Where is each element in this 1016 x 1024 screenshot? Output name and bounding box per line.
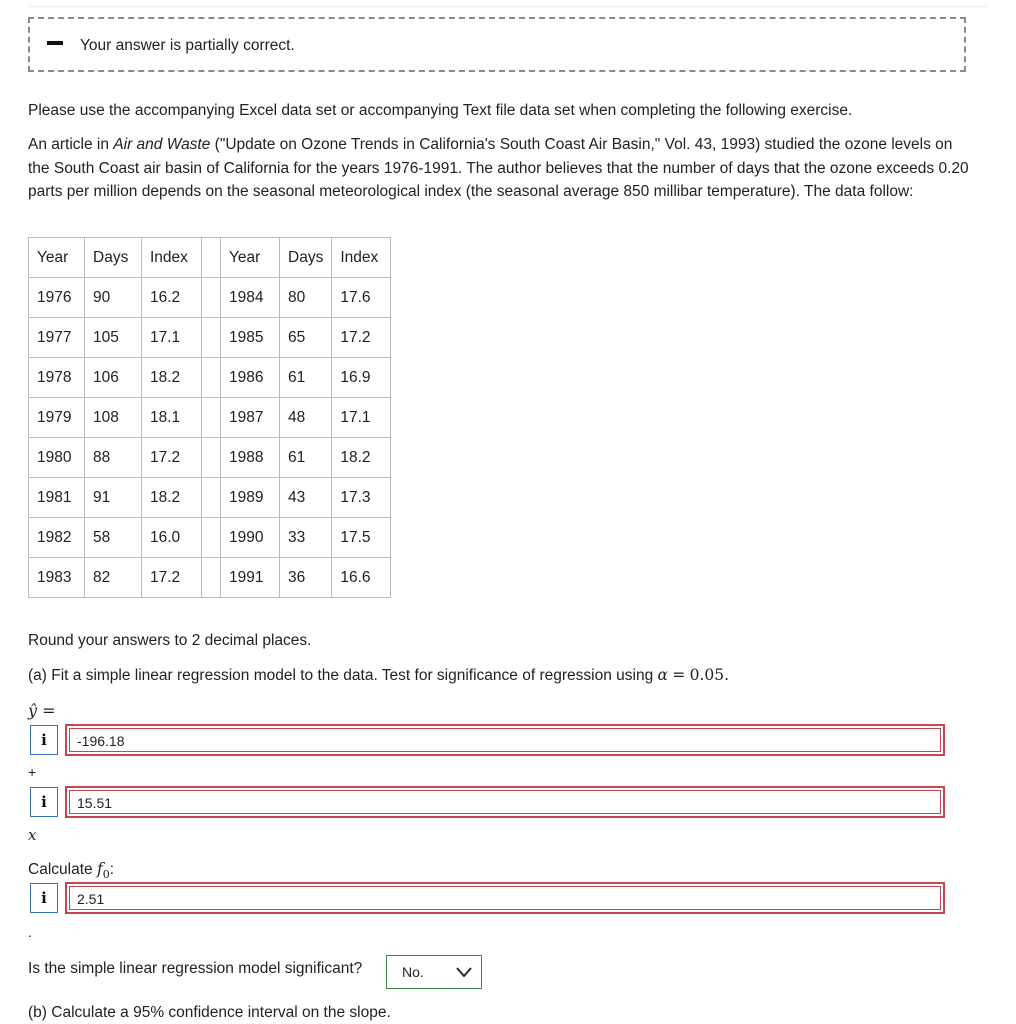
table-cell: 16.9 <box>332 358 391 398</box>
table-cell: 1985 <box>221 318 280 358</box>
table-gap-cell <box>202 398 221 438</box>
f0-symbol: f <box>96 860 103 878</box>
table-cell: 16.6 <box>332 558 391 598</box>
article-body: ("Update on Ozone Trends in California's South Coast Air Basin," Vol. 43, 1993) studied the ozone levels on the South Coast air basin of California for the years 1976-1991. The author believes that the number of days that the ozone exceeds 0.20 parts per million depends on the seasonal meteorological index (the seasonal average 850 millibar temperature). The data follow: <box>28 136 969 200</box>
table-row <box>29 558 391 598</box>
table-cell: 17.3 <box>332 478 391 518</box>
column-header: Index <box>332 238 391 278</box>
table-gap-cell <box>202 238 221 278</box>
table-cell: 1986 <box>221 358 280 398</box>
table-cell: 1983 <box>29 558 85 598</box>
table-cell: 48 <box>280 398 332 438</box>
table-cell: 105 <box>85 318 142 358</box>
column-header: Days <box>85 238 142 278</box>
table-cell: 108 <box>85 398 142 438</box>
intercept-value: -196.18 <box>69 728 941 752</box>
table-row <box>29 478 391 518</box>
table-cell: 1976 <box>29 278 85 318</box>
intercept-input[interactable] <box>65 724 945 756</box>
table-cell: 17.1 <box>332 398 391 438</box>
table-cell: 1990 <box>221 518 280 558</box>
table-cell: 1989 <box>221 478 280 518</box>
intro-text: Please use the accompanying Excel data set or accompanying Text file data set when completing the following exercise. <box>28 102 853 119</box>
intercept-answer-row <box>30 724 946 758</box>
table-cell: 65 <box>280 318 332 358</box>
alpha-symbol: α <box>657 666 668 684</box>
table-cell: 1978 <box>29 358 85 398</box>
part-a-period: . <box>724 666 730 684</box>
table-gap-cell <box>202 558 221 598</box>
significance-question: Is the simple linear regression model significant? <box>28 960 363 977</box>
top-divider <box>28 6 988 7</box>
f0-value: 2.51 <box>69 886 941 910</box>
table-cell: 43 <box>280 478 332 518</box>
calculate-f0-label <box>28 860 114 881</box>
alpha-value: 0.05 <box>689 666 725 684</box>
table-row <box>29 398 391 438</box>
table-row <box>29 278 391 318</box>
table-cell: 82 <box>85 558 142 598</box>
table-cell: 90 <box>85 278 142 318</box>
table-cell: 58 <box>85 518 142 558</box>
feedback-message: Your answer is partially correct. <box>80 37 295 54</box>
f0-input[interactable] <box>65 882 945 914</box>
table-cell: 1987 <box>221 398 280 438</box>
info-button[interactable] <box>30 725 58 755</box>
slope-input[interactable] <box>65 786 945 818</box>
table-cell: 1981 <box>29 478 85 518</box>
table-cell: 16.0 <box>142 518 202 558</box>
alpha-equals: = <box>672 666 686 684</box>
info-button[interactable] <box>30 787 58 817</box>
table-cell: 1977 <box>29 318 85 358</box>
column-header: Year <box>221 238 280 278</box>
table-cell: 18.2 <box>142 478 202 518</box>
part-b-prompt: (b) Calculate a 95% confidence interval on the slope. <box>28 1004 391 1021</box>
info-icon: i <box>41 731 47 749</box>
yhat-label: ŷ = <box>28 701 56 720</box>
slope-value: 15.51 <box>69 790 941 814</box>
f0-answer-row <box>30 882 946 916</box>
data-table <box>28 237 391 598</box>
table-cell: 17.5 <box>332 518 391 558</box>
calc-prefix: Calculate <box>28 861 97 878</box>
article-text <box>28 133 978 204</box>
journal-title: Air and Waste <box>113 136 211 153</box>
slope-answer-row <box>30 786 946 820</box>
significance-select[interactable] <box>386 955 482 989</box>
table-cell: 16.2 <box>142 278 202 318</box>
table-row <box>29 318 391 358</box>
table-cell: 61 <box>280 438 332 478</box>
table-cell: 17.1 <box>142 318 202 358</box>
table-gap-cell <box>202 478 221 518</box>
table-cell: 88 <box>85 438 142 478</box>
column-header: Days <box>280 238 332 278</box>
calc-suffix: : <box>109 861 114 878</box>
column-header: Year <box>29 238 85 278</box>
f0-subscript: 0 <box>102 868 110 882</box>
table-cell: 91 <box>85 478 142 518</box>
table-gap-cell <box>202 318 221 358</box>
table-cell: 1982 <box>29 518 85 558</box>
table-cell: 1980 <box>29 438 85 478</box>
table-gap-cell <box>202 518 221 558</box>
table-cell: 106 <box>85 358 142 398</box>
table-cell: 1991 <box>221 558 280 598</box>
trailing-dot: . <box>28 924 32 940</box>
table-cell: 36 <box>280 558 332 598</box>
plus-sign: + <box>28 764 37 780</box>
table-cell: 17.2 <box>142 558 202 598</box>
table-header-row <box>29 238 391 278</box>
table-row <box>29 358 391 398</box>
chevron-down-icon <box>455 963 473 984</box>
part-a-prompt <box>28 664 978 688</box>
info-icon: i <box>41 889 47 907</box>
table-cell: 1979 <box>29 398 85 438</box>
article-prefix: An article in <box>28 136 114 153</box>
table-gap-cell <box>202 278 221 318</box>
table-cell: 18.2 <box>332 438 391 478</box>
table-cell: 1984 <box>221 278 280 318</box>
significance-selected-value: No. <box>402 964 424 980</box>
info-button[interactable] <box>30 883 58 913</box>
info-icon: i <box>41 793 47 811</box>
table-cell: 33 <box>280 518 332 558</box>
table-cell: 17.6 <box>332 278 391 318</box>
partial-correct-icon <box>47 41 63 45</box>
round-note: Round your answers to 2 decimal places. <box>28 632 312 649</box>
part-a-text: (a) Fit a simple linear regression model to the data. Test for significance of regression using <box>28 667 658 684</box>
table-cell: 1988 <box>221 438 280 478</box>
table-cell: 61 <box>280 358 332 398</box>
table-cell: 17.2 <box>332 318 391 358</box>
column-header: Index <box>142 238 202 278</box>
table-row <box>29 518 391 558</box>
table-row <box>29 438 391 478</box>
feedback-banner <box>28 17 966 72</box>
table-gap-cell <box>202 438 221 478</box>
table-cell: 18.2 <box>142 358 202 398</box>
table-cell: 80 <box>280 278 332 318</box>
table-gap-cell <box>202 358 221 398</box>
table-cell: 18.1 <box>142 398 202 438</box>
table-cell: 17.2 <box>142 438 202 478</box>
x-variable: x <box>28 826 37 844</box>
